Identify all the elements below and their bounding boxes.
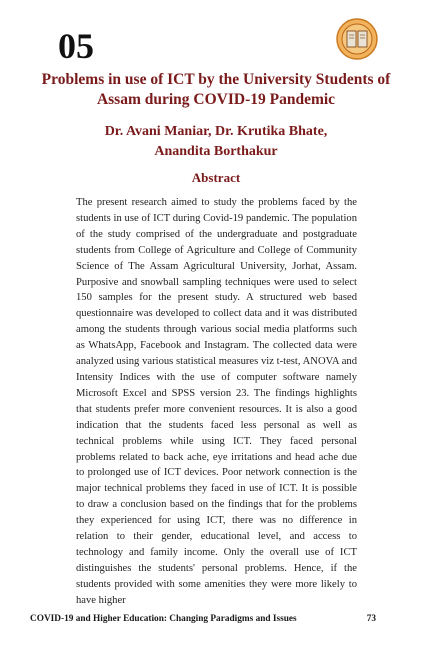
author-line-2: Anandita Borthakur	[154, 144, 278, 159]
author-list	[30, 122, 402, 162]
author-line-1: Dr. Avani Maniar, Dr. Krutika Bhate,	[104, 124, 328, 139]
footer-page-number: 73	[366, 614, 376, 624]
abstract-heading: Abstract	[191, 170, 241, 185]
footer-book-title: COVID-19 and Higher Education: Changing Paradigms and Issues	[30, 614, 297, 624]
page-footer	[30, 614, 376, 624]
abstract-body: The present research aimed to study the problems faced by the students in use of ICT during Covid-19 pandemic. The population of the study comprised of the undergraduate and postgraduate students from College of Agriculture and College of Community Science of The Assam Agricultural University, Jorhat, Assam. Purposive and snowball sampling techniques were used to select 150 samples for the present study. A structured web based questionnaire was developed to collect data and it was distributed among the students through various social media platforms such as WhatsApp, Facebook and Instagram. The collected data were analyzed using various statistical measures viz t-test, ANOVA and Intensity Indices with the use of computer software namely Microsoft Excel and SPSS version 23. The findings highlights that students prefer more convenient resources. It is also a good indication that the students faced less personal as well as technical problems while using ICT. They faced personal problems related to back ache, eye irritations and head ache due to prolonged use of ICT devices. Poor network connection is the major technical problems they faced in use of ICT. It is possible to draw a conclusion based on the findings that for the problems they experienced for using ICT, there was no difference in relation to their gender, educational level, and access to technology and family income. Only the overall use of ICT distinguishes the students' personal problems. Hence, if the students provided with some amenities they were more likely to have higher	[76, 197, 357, 606]
journal-seal-logo-icon	[336, 18, 378, 60]
chapter-title: Problems in use of ICT by the University Students of Assam during COVID-19 Pandemic	[41, 71, 391, 108]
chapter-number: 05	[58, 26, 94, 66]
